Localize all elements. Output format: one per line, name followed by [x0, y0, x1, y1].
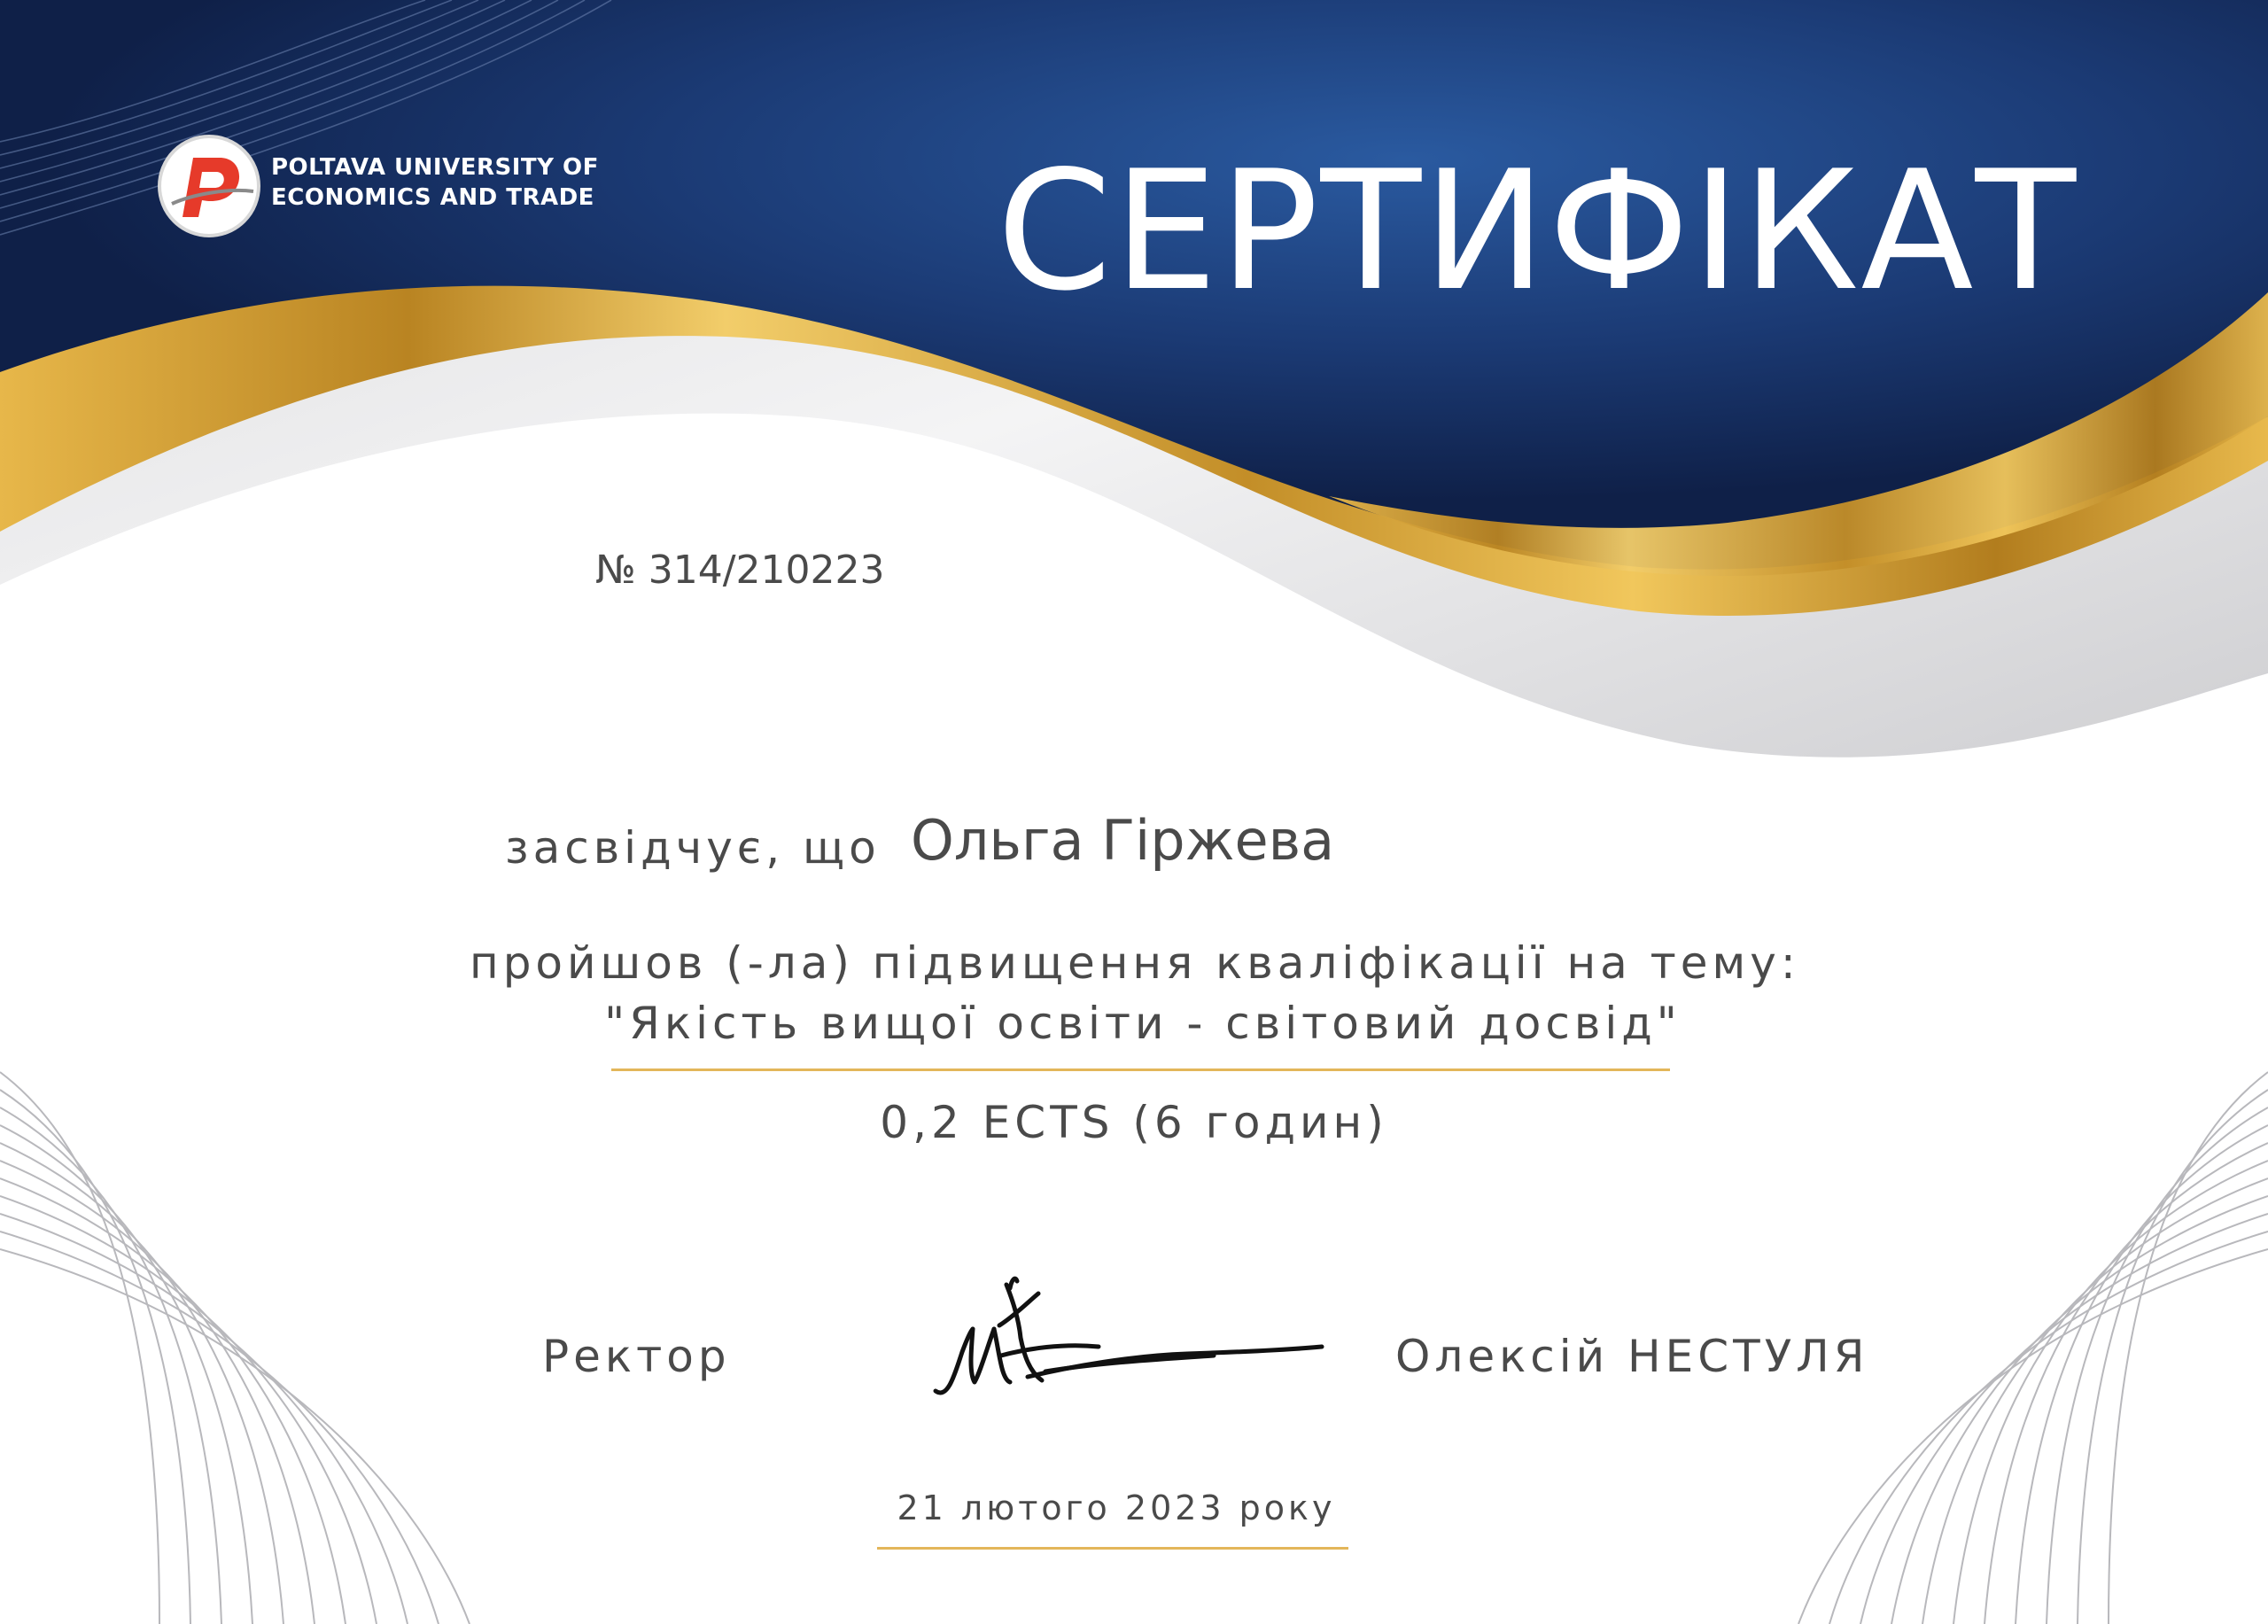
recipient-name: Ольга Гіржева — [911, 808, 1335, 873]
signature-image — [921, 1267, 1329, 1409]
issue-date: 21 лютого 2023 року — [897, 1488, 1336, 1527]
certificate-title: СЕРТИФІКАТ — [997, 135, 2078, 327]
completed-text: пройшов (-ла) підвищення кваліфікації на тему: — [470, 937, 1800, 989]
line-pattern-bottom-left — [0, 1072, 470, 1624]
university-name-line2: ECONOMICS AND TRADE — [271, 184, 594, 211]
date-underline — [877, 1547, 1348, 1550]
credits: 0,2 ECTS (6 годин) — [880, 1097, 1388, 1148]
university-name-line1: POLTAVA UNIVERSITY OF — [271, 154, 599, 181]
line-pattern-bottom-right — [1798, 1072, 2268, 1624]
university-logo-icon — [156, 133, 262, 239]
certifies-label: засвідчує, що — [505, 822, 881, 874]
course-topic: "Якість вищої освіти - світовий досвід" — [604, 998, 1682, 1049]
signatory-role: Ректор — [542, 1331, 731, 1382]
university-logo — [156, 133, 262, 239]
university-name — [271, 152, 599, 213]
signatory-name: Олексій НЕСТУЛЯ — [1395, 1331, 1869, 1382]
certificate-number: № 314/210223 — [595, 548, 885, 593]
topic-underline — [611, 1068, 1670, 1071]
